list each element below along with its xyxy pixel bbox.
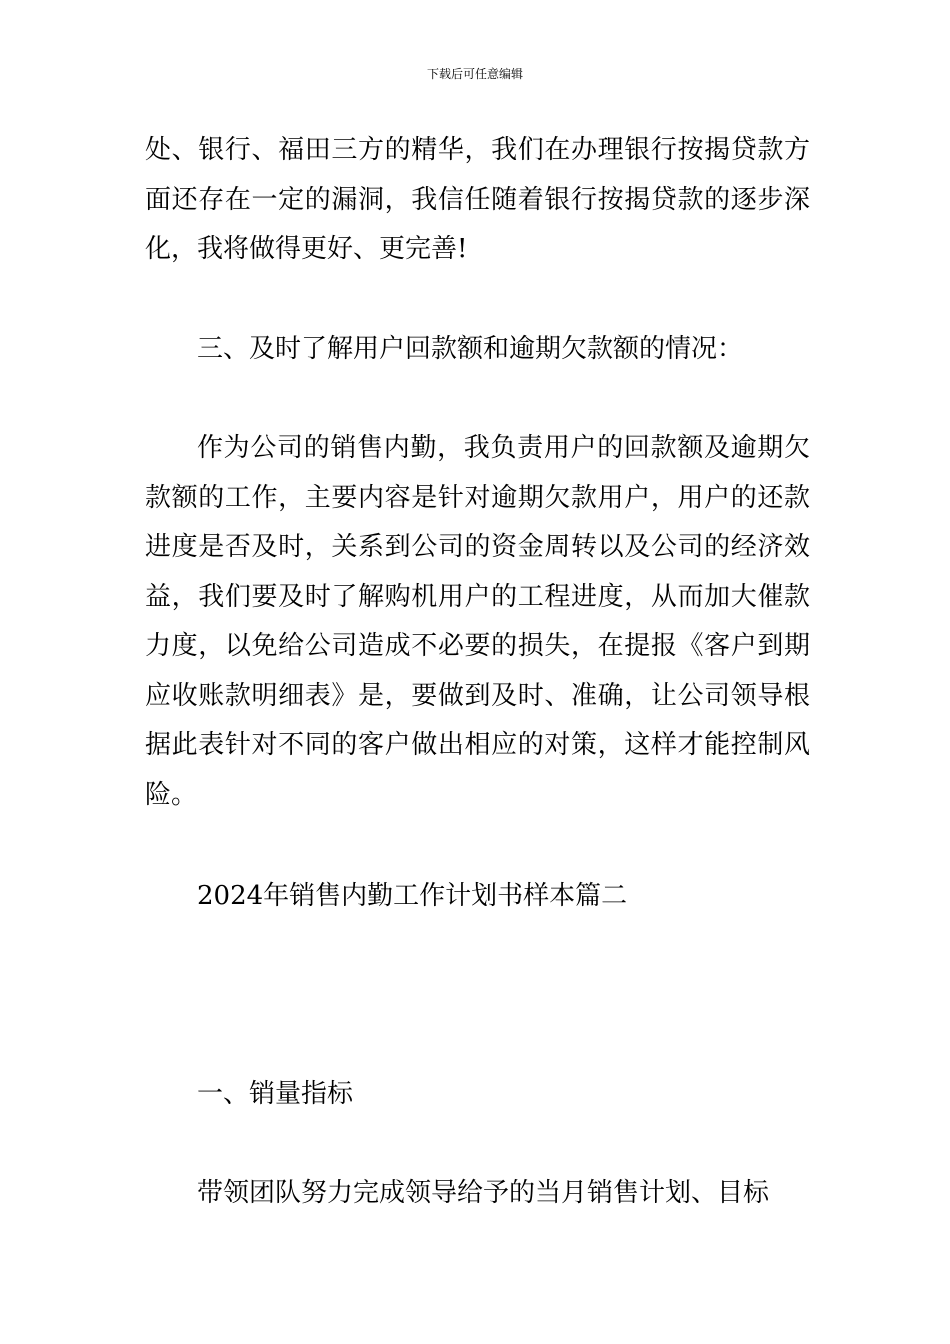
text-line: 进度是否及时，关系到公司的资金周转以及公司的经济效 (145, 532, 810, 562)
text-line: 带领团队努力完成领导给予的当月销售计划、目标 (197, 1178, 770, 1208)
text-line: 力度，以免给公司造成不必要的损失，在提报《客户到期 (145, 631, 810, 661)
text-line: 险。 (145, 779, 198, 810)
title-line: 2024年销售内勤工作计划书样本篇二 (197, 881, 628, 911)
document-title-part-two (145, 872, 810, 922)
text-line: 据此表针对不同的客户做出相应的对策，这样才能控制风 (145, 730, 810, 760)
paragraph-continuation (145, 126, 810, 275)
text-line: 应收账款明细表》是，要做到及时、准确，让公司领导根 (145, 680, 810, 711)
page-header: 下载后可任意编辑 (426, 67, 523, 81)
paragraph-sales-target (145, 1169, 810, 1219)
section-heading-three (145, 325, 810, 375)
text-line: 面还存在一定的漏洞，我信任随着银行按揭贷款的逐步深 (145, 184, 810, 215)
heading-line: 一、销量指标 (197, 1079, 354, 1109)
section-heading-one (145, 1070, 810, 1120)
paragraph-receivables (145, 424, 810, 820)
text-line: 益，我们要及时了解购机用户的工程进度，从而加大催款 (145, 581, 810, 612)
text-line: 作为公司的销售内勤，我负责用户的回款额及逾期欠 (197, 433, 810, 463)
text-line: 款额的工作，主要内容是针对逾期欠款用户，用户的还款 (145, 482, 810, 513)
text-line: 化，我将做得更好、更完善! (145, 234, 468, 264)
text-line: 处、银行、福田三方的精华，我们在办理银行按揭贷款方 (145, 135, 810, 165)
heading-line: 三、及时了解用户回款额和逾期欠款额的情况： (197, 334, 744, 364)
